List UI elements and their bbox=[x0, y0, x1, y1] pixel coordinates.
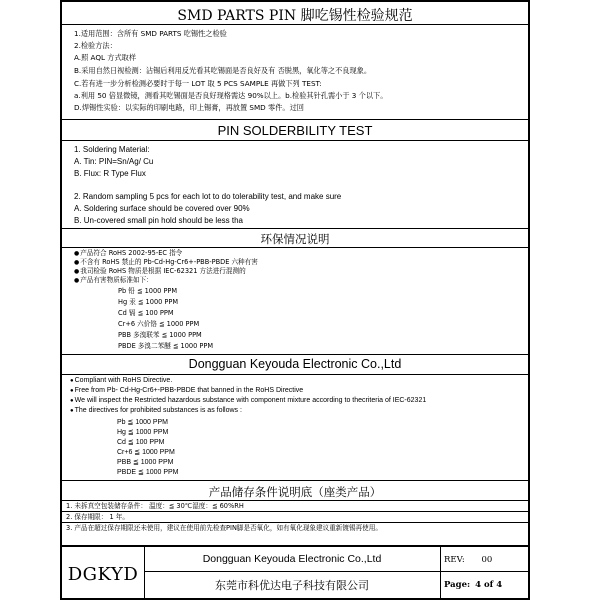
divider bbox=[60, 354, 530, 355]
footer-divider bbox=[144, 571, 530, 572]
section5-line: 3. 产品在超过保存期限还未使用，建议在使用前先检查PIN脚是否氧化，如有氧化现象建议重新镀锡再使用。 bbox=[66, 524, 382, 532]
section3-title: 环保情况说明 bbox=[260, 232, 330, 246]
rev-value: 00 bbox=[481, 555, 493, 565]
section1-line: D.焊锡性实验：以实际的印刷电路，印上锡膏，再放置 SMD 零件。过回 bbox=[74, 103, 304, 112]
section5-line: 1. 未拆真空包装储存条件： 温度：≦ 30℃湿度：≦ 60%RH bbox=[66, 502, 244, 510]
divider bbox=[60, 140, 530, 141]
divider bbox=[60, 500, 530, 501]
section3-limit: PBB 多溴联苯 ≦ 1000 PPM bbox=[118, 331, 202, 339]
section1-line: a.利用 50 倍显微镜，测看其吃锡面是否良好现格需达 90%以上。b.检验其针孔需小于 3 个以下。 bbox=[74, 91, 388, 100]
section4-limit: Hg ≦ 1000 PPM bbox=[117, 429, 169, 436]
section4-limit: PBB ≦ 1000 PPM bbox=[117, 459, 174, 466]
section2-line: B. Flux: R Type Flux bbox=[74, 169, 146, 178]
page-field bbox=[444, 580, 502, 590]
section4-limit: Cr+6 ≦ 1000 PPM bbox=[117, 449, 175, 456]
divider bbox=[60, 480, 530, 481]
section1-line: 2.检验方法： bbox=[74, 41, 117, 50]
company-name-cn: 东莞市科优达电子科技有限公司 bbox=[215, 579, 369, 592]
section3-limit: Hg 汞 ≦ 1000 PPM bbox=[118, 298, 179, 306]
section1-line: A.照 AQL 方式取样 bbox=[74, 53, 137, 62]
page-label: Page: bbox=[444, 580, 471, 590]
footer-divider bbox=[440, 546, 441, 598]
section1-line: C.若有进一步分析检测必要时于每一 LOT 取 5 PCS SAMPLE 再做下列 TEST: bbox=[74, 79, 322, 88]
section4-bullet: ● The directives for prohibited substances is as follows : bbox=[70, 406, 242, 416]
document-page bbox=[60, 0, 530, 600]
section3-limit: PBDE 多溴二苯醚 ≦ 1000 PPM bbox=[118, 342, 214, 350]
section4-bullet: ● Compliant with RoHS Directive. bbox=[70, 376, 172, 386]
section4-limit: PBDE ≦ 1000 PPM bbox=[117, 469, 179, 476]
section2-title: PIN SOLDERBILITY TEST bbox=[217, 123, 373, 138]
section5-line: 2. 保存期限： 1 年。 bbox=[66, 513, 129, 521]
document-title: SMD PARTS PIN 脚吃锡性检验规范 bbox=[177, 8, 413, 24]
section2-line: A. Tin: PIN=Sn/Ag/ Cu bbox=[74, 157, 154, 166]
section2-line: 1. Soldering Material: bbox=[74, 145, 150, 154]
divider bbox=[60, 545, 530, 547]
rev-label: REV: bbox=[444, 555, 465, 565]
section3-bullet: ● 不含有 RoHS 禁止的 Pb-Cd-Hg-Cr6+-PBB-PBDE 六种有害 bbox=[74, 258, 258, 267]
section2-line: 2. Random sampling 5 pcs for each lot to do tolerability test, and make sure bbox=[74, 192, 342, 201]
section3-limit: Cr+6 六价铬 ≦ 1000 PPM bbox=[118, 320, 200, 328]
divider bbox=[60, 247, 530, 248]
section3-limit: Cd 镉 ≦ 100 PPM bbox=[118, 309, 174, 317]
divider bbox=[60, 119, 530, 120]
company-name-en: Dongguan Keyouda Electronic Co.,Ltd bbox=[202, 553, 382, 565]
divider bbox=[60, 24, 530, 25]
section2-line: B. Un-covered small pin hold should be less tha bbox=[74, 216, 243, 225]
page-value: 4 of 4 bbox=[475, 580, 503, 590]
section4-limit: Pb ≦ 1000 PPM bbox=[117, 419, 169, 426]
section1-line: 1.适用范围：含所有 SMD PARTS 吃锡性之检验 bbox=[74, 29, 227, 38]
section3-limit: Pb 铅 ≦ 1000 PPM bbox=[118, 287, 178, 295]
section3-bullet: ● 我司检验 RoHS 物质是根据 IEC-62321 方法进行混测的 bbox=[74, 267, 246, 276]
divider bbox=[60, 522, 530, 523]
section5-title: 产品储存条件说明底（座类产品） bbox=[208, 485, 382, 499]
section4-bullet: ● We will inspect the Restricted hazardous substance with component mixture according to thecriteria of IEC-62321 bbox=[70, 396, 426, 406]
section3-bullet: ● 产品符合 RoHS 2002-95-EC 指令 bbox=[74, 249, 182, 258]
section4-title: Dongguan Keyouda Electronic Co.,Ltd bbox=[188, 357, 402, 371]
section2-line: A. Soldering surface should be covered over 90% bbox=[74, 204, 250, 213]
divider bbox=[60, 374, 530, 375]
section1-line: B.采用自然日视检测：沾锡后利用反光看其吃锡面是否良好及有 否脱黑，氧化等之不良现象。 bbox=[74, 66, 372, 75]
rev-field bbox=[444, 555, 492, 565]
divider bbox=[60, 228, 530, 229]
divider bbox=[60, 511, 530, 512]
section4-limit: Cd ≦ 100 PPM bbox=[117, 439, 165, 446]
section3-bullet: ● 产品有害物质标准如下： bbox=[74, 276, 153, 285]
company-logo: DGKYD bbox=[67, 564, 139, 585]
section4-bullet: ● Free from Pb- Cd-Hg-Cr6+-PBB-PBDE that banned in the RoHS Directive bbox=[70, 386, 303, 396]
